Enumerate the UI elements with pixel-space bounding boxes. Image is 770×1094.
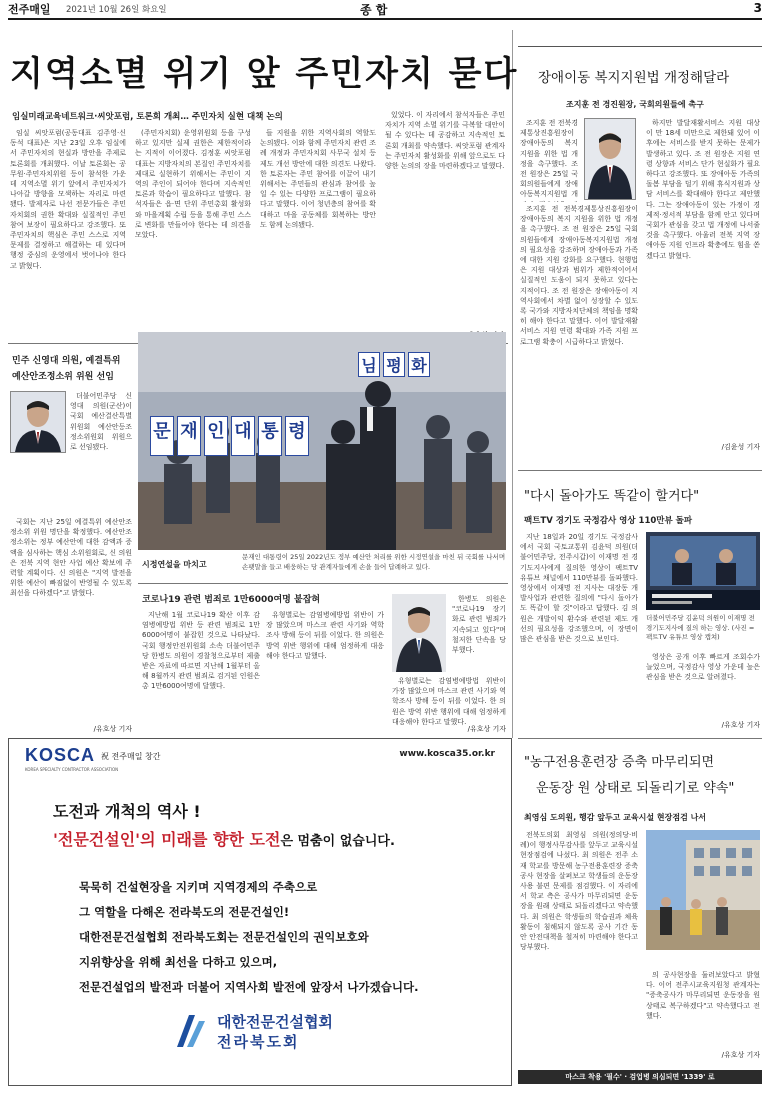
right3-col-1: 전북도의회 최영심 의원(정의당·비례)이 행정사무감사를 앞두고 교육시설 현장점검에 나섰다. 최 의원은 전주 소재 학교를 방문해 농구전용훈련장 증축 공사 현장을 살펴보고 학생들의 운동장 사용 불편 문제를 점검했다. 이 자리에서 학교 측은 공사가 마무리되면 운동장을 원래 상태로 되돌리겠다고 약속했다. 최 의원은 학생들의 학습권과 체육활동이 침해되지 않도록 공사 기간 동안 안전대책을 철저히 마련해야 한다고 당부했다. <box>520 831 638 952</box>
ad-body-line: 대한전문건설협회 전라북도회는 전문건설인의 권익보호와 <box>79 930 369 944</box>
sign: 재 <box>177 416 201 456</box>
right3-photo <box>646 830 760 950</box>
sign: 화 <box>408 352 430 377</box>
ad-congrats: 祝 전주매일 창간 <box>101 752 161 761</box>
main-col-4: 있었다. 이 자리에서 참석자들은 주민자치가 지역 소멸 위기를 극복할 대안이 될 수 있다는 데 공감하고 지속적인 토론회 개최를 약속했다. 씨앗포럼 관계자는 주민자치 활성화를 위해 앞으로도 다양한 논의의 장을 마련하겠다고 말했다. <box>385 111 505 171</box>
right2-photo-caption: 더불어민주당 김윤덕 의원이 이재명 전 경기도지사에 질의 하는 영상. (사진 =팩트TV 유튜브 영상 캡쳐) <box>646 614 755 641</box>
sign: 대 <box>231 416 255 456</box>
ad-line-1: 도전과 개척의 역사 ! <box>53 802 201 821</box>
right2-col-1: 지난 18일과 20일 경기도 국정감사에서 국회 국토교통위 김윤덕 의원(더불어민주당, 전주시갑)이 이재명 전 경기도지사에게 질의한 영상이 팩트TV 유튜브 채널에서 110만뷰를 돌파했다. 영상에서 이재명 전 지사는 대장동 개발사업과 관련한 질의에 "다시 돌아가도 똑같이 할 것"이라고 답했다. 김 의원은 개발이익 환수와 관련된 제도 개선의 필요성을 강조했으며, 이 장면이 많은 관심을 받은 것으로 보인다. <box>520 533 638 644</box>
divider <box>518 470 762 471</box>
divider <box>518 738 762 739</box>
right1-col-1b: 조지훈 전 전북경제통상진흥원장이 장애아동의 복지 지원을 위한 법 개정을 촉구했다. 조 전 원장은 25일 국회의원들에게 장애아동복지지원법 개정의 필요성을 강조하며 장애아동과 가족에 대한 지원 강화를 요구했다. 현행법은 지원 대상과 범위가 제한적이어서 실질적인 도움이 되지 못하고 있다는 지적이다. 조 전 원장은 장애아동이 지역사회에서 차별 없이 성장할 수 있도록 국가와 지방자치단체의 책임을 명확히 해야 한다고 말했다. 이어 발달재활서비스 지원 연령 확대와 가족 지원 프로그램 확충이 시급하다고 밝혔다. <box>520 205 638 346</box>
sign: 통 <box>258 416 282 456</box>
ad-brand-sub: KOREA SPECIALTY CONTRACTOR ASSOCIATION <box>25 767 119 772</box>
covid-title: 코로나19 관련 범죄로 1만6000여명 붙잡혀 <box>142 595 321 605</box>
rep-portrait <box>10 391 66 453</box>
right1-sub: 조지훈 전 경진원장, 국회의원들에 촉구 <box>566 100 704 109</box>
covid-byline: /유호상 기자 <box>467 725 506 733</box>
ad-box <box>8 738 512 1086</box>
ad-org-2: 전라북도회 <box>217 1033 300 1051</box>
photo-label: 시정연설을 마치고 <box>142 560 207 569</box>
ad-line-2-rest: 은 멈춤이 없습니다. <box>280 834 395 849</box>
sign: 평 <box>383 352 405 377</box>
page-number: 3 <box>753 1 762 15</box>
association-logo-icon <box>173 1011 209 1051</box>
right3-col-2: 의 공사현장을 둘러보았다고 밝혔다. 이어 전주시교육지원청 관계자는 "증축공사가 마무리되면 운동장을 원상태로 복구하겠다"고 약속했다고 전했다. <box>646 971 760 1020</box>
ad-line-2 <box>53 827 395 850</box>
ad-body-line: 그 역할을 다해온 전라북도의 전문건설인! <box>79 905 290 919</box>
newspaper-name: 전주매일 <box>8 3 51 16</box>
rep-text-bottom: 국회는 지난 25일 예결특위 예산안조정소위 위원 명단을 확정했다. 예산안조정소위는 정부 예산안에 대한 감액과 증액을 심사하는 핵심 소위원회로, 신 의원은 전북 지역 현안 사업 예산 확보에 주력할 계획이다. 신 의원은 "지역 발전을 위한 예산이 빠짐없이 반영될 수 있도록 최선을 다하겠다"고 밝혔다. <box>10 518 132 598</box>
main-col-2: (주민자치회) 운영위원회 등을 구성하고 있지만 실제 권한은 제한적이라는 지적이 이어졌다. 김정훈 씨앗포럼 대표는 지방자치의 본질인 주민자치를 제대로 실현하기 위해서는 주민이 지역의 주인이 되어야 한다며 지속적인 토론과 학습이 필요하다고 말했다. 참석자들은 읍·면 단위 주민총회 활성화와 마을계획 수립 등을 통해 주민 스스로 변화를 만들어야 한다는 데 의견을 모았다. <box>135 129 251 240</box>
right3-photo-image <box>646 830 760 950</box>
protest-signs <box>150 416 320 456</box>
photo-caption: 문재인 대통령이 25일 2022년도 정부 예산안 처리를 위한 시정연설을 마친 뒤 국회를 나서며 손팻말을 들고 배웅하는 당 관계자들에게 손을 들어 답례하고 있다. <box>242 553 506 571</box>
covid-col-2: 유형별로는 감염병예방법 위반이 가장 많았으며 마스크 관련 사기와 역학조사 방해 등이 뒤를 이었다. 한 의원은 방역 위반 행위에 대해 엄정하게 대응해야 한다고 말했다. <box>266 611 384 660</box>
rep-byline: /유호상 기자 <box>93 725 132 733</box>
covid-col-3: 한병도 의원은 "코로나19 장기화로 관련 범죄가 지속되고 있다"며 철저한 단속을 당부했다. <box>452 595 506 655</box>
right1-portrait <box>584 118 636 200</box>
section-title: 종 합 <box>360 3 388 17</box>
ad-url: www.kosca35.or.kr <box>399 749 495 759</box>
issue-date: 2021년 10월 26일 화요일 <box>66 5 167 15</box>
main-headline: 지역소멸 위기 앞 주민자치 묻다 <box>10 54 519 94</box>
right2-sub: 팩트TV 경기도 국정감사 영상 110만뷰 돌파 <box>524 516 693 526</box>
covid-portrait-image <box>392 594 446 672</box>
ad-body-line: 전문건설업의 발전과 더불어 지역사회 발전에 앞장서 나가겠습니다. <box>79 980 419 994</box>
bottom-banner: 마스크 착용 '필수' · 검업병 의심되면 '1339' 로 <box>518 1070 762 1084</box>
ad-org-1: 대한전문건설협회 <box>217 1013 333 1031</box>
right3-title-2: 운동장 원 상태로 되돌리기로 약속" <box>536 781 735 796</box>
covid-col-1: 지난해 1월 코로나19 확산 이후 감염병예방법 위반 등 관련 범죄로 1만6000여명이 붙잡힌 것으로 나타났다. 국회 행정안전위원회 소속 더불어민주당 한병도 의원이 경찰청으로부터 제출받은 자료에 따르면 지난해 1월부터 올해 8월까지 관련 범죄로 검거된 인원은 총 1만6000여명에 달했다. <box>142 611 260 691</box>
right1-byline: /김윤성 기자 <box>721 443 760 451</box>
divider <box>518 46 762 47</box>
divider <box>138 583 508 584</box>
sign: 령 <box>285 416 309 456</box>
main-subheadline: 임실미래교육네트워크·씨앗포럼, 토론회 개최… 주민자치 실현 대책 논의 <box>12 112 283 122</box>
right2-photo-image <box>646 532 760 610</box>
right2-col-2: 영상은 공개 이후 빠르게 조회수가 늘었으며, 국정감사 영상 가운데 높은 관심을 받은 것으로 알려졌다. <box>646 653 760 682</box>
rep-portrait-image <box>11 392 65 452</box>
ad-brand: KOSCA <box>25 745 96 765</box>
right2-byline: /유호상 기자 <box>721 721 760 729</box>
ad-body <box>79 875 418 1000</box>
right3-sub: 최영심 도의원, 행감 앞두고 교육시설 현장점검 나서 <box>524 813 707 822</box>
ad-body-line: 지위향상을 위해 최선을 다하고 있으며, <box>79 955 278 969</box>
right3-title-1: "농구전용훈련장 증축 마무리되면 <box>524 755 715 770</box>
sign: 인 <box>204 416 228 456</box>
main-photo <box>138 332 506 550</box>
right1-col-2: 하지만 발달재활서비스 지원 대상이 만 18세 미만으로 제한돼 있어 이후에는 서비스를 받지 못하는 문제가 발생하고 있다. 조 전 원장은 지원 연령 상향과 서비스 단가 현실화가 필요하다고 강조했다. 또 장애아동 가족의 돌봄 부담을 덜기 위해 휴식지원과 상담 서비스를 확대해야 한다고 제안했다. 그는 장애아동이 있는 가정이 경제적·정서적 부담을 함께 안고 있다며 국회가 관심을 갖고 법 개정에 나서줄 것을 촉구했다. 아울러 전북 지역 장애아동 지원 인프라 확충에도 힘을 쏟겠다고 밝혔다. <box>646 119 760 260</box>
main-col-3: 들 지원을 위한 지역사회의 역할도 논의됐다. 이와 함께 주민자치 관련 조례 개정과 주민자치회 사무국 설치 등 제도 개선 방안에 대한 의견도 나왔다. 한 토론자는 주민 참여를 이끌어 내기 위해서는 주민들의 관심과 참여를 높일 수 있는 다양한 프로그램이 필요하다고 말했다. 이어 청년층의 참여를 확대하고 마을 공동체를 회복하는 방안도 함께 논의됐다. <box>260 129 376 229</box>
rep-text-side: 더불어민주당 신영대 의원(군산)이 국회 예산결산특별위원회 예산안등조정소위원회 위원으로 선임됐다. <box>70 392 132 452</box>
covid-col-4: 유형별로는 감염병예방법 위반이 가장 많았으며 마스크 관련 사기와 역학조사 방해 등이 뒤를 이었다. 한 의원은 방역 위반 행위에 대해 엄정하게 대응해야 한다고 말했다. <box>392 677 506 726</box>
ad-body-line: 묵묵히 건설현장을 지키며 지역경제의 주축으로 <box>79 880 318 894</box>
covid-portrait <box>392 594 446 672</box>
right2-photo <box>646 532 760 610</box>
sign: 문 <box>150 416 174 456</box>
right2-title: "다시 돌아가도 똑같이 할거다" <box>524 489 700 504</box>
right1-col-1a: 조지훈 전 전북경제통상진흥원장이 장애아동의 복지 지원을 위한 법 개정을 촉구했다. 조 전 원장은 25일 국회의원들에게 장애아동복지지원법 개 <box>520 119 578 199</box>
protest-signs-2 <box>358 352 430 377</box>
right3-byline: /유호상 기자 <box>721 1051 760 1059</box>
sign: 님 <box>358 352 380 377</box>
column-divider <box>512 30 513 738</box>
right1-title: 장애이동 복지지원법 개정해달라 <box>538 70 730 86</box>
page-header <box>8 0 762 20</box>
rep-title-2: 예산안조정소위 위원 선임 <box>12 372 114 382</box>
main-col-1: 임실 씨앗포럼(공동대표 김주영·신동석 대표)은 지난 23일 오후 임실에서 주민자치의 현실과 방안을 주제로 토론회를 개최했다. 이날 토론회는 공무원·주민자치위원 등이 참석한 가운데 지역소멸 위기 앞에서 주민자치가 나아갈 방향을 모색하는 자리로 마련됐다. 발제자로 나선 전문가들은 주민자치회의 권한 확대와 실질적인 주민참여 보장이 필요하다고 강조했다. 또 주민자치의 핵심은 주민 스스로 지역 문제를 결정하고 해결하는 데 있다며 행정 중심의 운영에서 벗어나야 한다고 밝혔다. <box>10 129 126 270</box>
rep-title-1: 민주 신영대 의원, 예결특위 <box>12 356 121 366</box>
right1-portrait-image <box>585 119 635 199</box>
ad-line-2-highlight: '전문건설인'의 미래를 향한 도전 <box>53 830 281 849</box>
